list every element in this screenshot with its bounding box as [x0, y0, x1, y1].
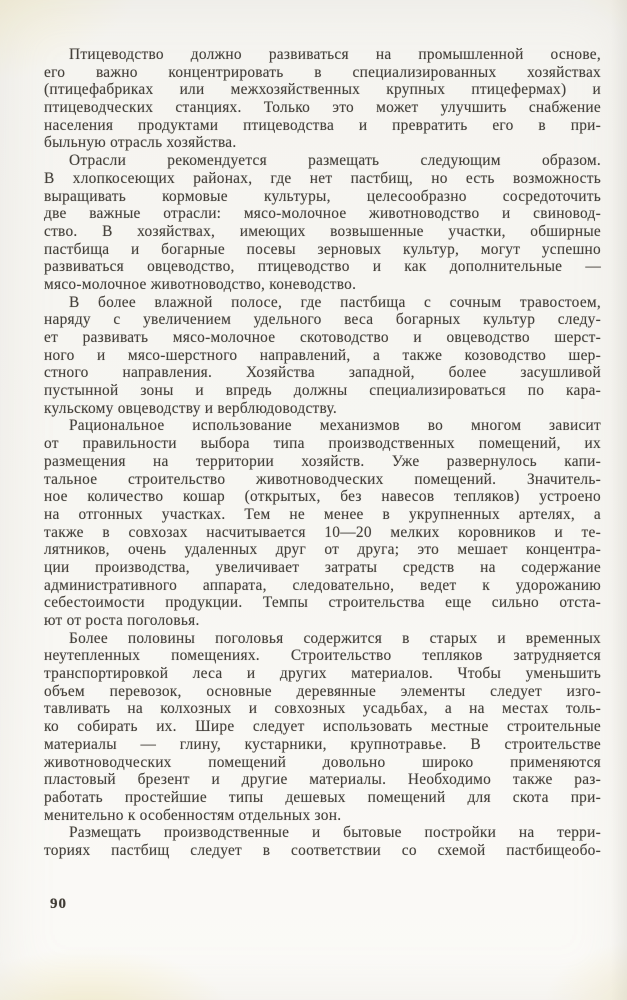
text-line: административного аппарата, следовательно, ведет к удорожанию: [44, 576, 601, 594]
text-line: В более влажной полосе, где пастбища с сочным травостоем,: [69, 293, 601, 311]
text-line: выращивать кормовые культуры, целесообразно сосредоточить: [44, 187, 601, 205]
page-number: 90: [50, 896, 67, 912]
text-line: ко собирать их. Шире следует использовать местные строительные: [44, 718, 601, 736]
text-line: кульскому овцеводству и верблюдоводству.: [44, 399, 338, 417]
text-line: ции производства, увеличивает затраты средств на содержание: [44, 558, 601, 576]
paragraph: [44, 417, 601, 629]
text-line: работать простейшие типы дешевых помещений для скота при-: [44, 788, 601, 806]
text-line: материалы — глину, кустарники, крупнотравье. В строительстве: [44, 735, 601, 753]
text-line: Птицеводство должно развиваться на промышленной основе,: [69, 46, 601, 63]
text-line: тальное строительство животноводческих помещений. Значитель-: [44, 470, 601, 488]
text-line: лятников, очень удаленных друг от друга; это мешает концентра-: [44, 541, 601, 559]
text-line: ториях пастбищ следует в соответствии со схемой пастбищеобо-: [44, 841, 601, 859]
scan-edge-shading: [611, 0, 627, 1000]
text-line: транспортировкой леса и других материалов. Чтобы уменьшить: [44, 665, 601, 683]
text-line: объем перевозок, основные деревянные элементы следует изго-: [44, 682, 601, 700]
text-line: населения продуктами птицеводства и превратить его в при-: [44, 116, 601, 134]
text-line: стного направления. Хозяйства западной, более засушливой: [44, 364, 601, 382]
text-line: ное количество кошар (открытых, без навесов тепляков) устроено: [44, 488, 601, 506]
text-line: ют от роста поголовья.: [44, 612, 200, 629]
text-line: на отгонных участках. Тем не менее в укрупненных артелях, а: [44, 505, 601, 523]
text-line: ство. В хозяйствах, имеющих возвышенные участки, обширные: [44, 222, 601, 240]
text-line: Отрасли рекомендуется размещать следующим образом.: [69, 152, 601, 170]
text-line: ного и мясо-шерстного направлений, а также козоводство шер-: [44, 346, 601, 364]
text-line: пастбища и богарные посевы зерновых культур, могут успешно: [44, 240, 601, 258]
page-text-block: [44, 46, 601, 860]
text-line: Рациональное использование механизмов во многом зависит: [69, 417, 601, 435]
text-line: пустынной зоны и впредь должны специализироваться по кара-: [44, 382, 601, 400]
text-line: ет развивать мясо-молочное скотоводство и овцеводство шерст-: [44, 329, 601, 346]
text-line: животноводческих помещений довольно широко применяются: [44, 753, 601, 771]
text-line: Размещать производственные и бытовые постройки на терри-: [69, 824, 601, 842]
text-line: развиваться овцеводство, птицеводство и как дополнительные —: [44, 258, 601, 276]
text-line: от правильности выбора типа производственных помещений, их: [44, 435, 601, 453]
text-line: пластовый брезент и другие материалы. Необходимо также раз-: [44, 771, 601, 789]
text-line: наряду с увеличением удельного веса богарных культур следу-: [44, 311, 601, 329]
paragraph: [44, 630, 601, 825]
text-line: быльную отрасль хозяйства.: [44, 134, 237, 152]
text-line: две важные отрасли: мясо-молочное животноводство и свиновод-: [44, 205, 601, 223]
paragraph: [44, 46, 601, 152]
text-line: также в совхозах насчитывается 10—20 мелких коровников и те-: [44, 523, 601, 541]
paragraph: [44, 294, 601, 418]
text-line: птицеводческих станциях. Только это может улучшить снабжение: [44, 99, 601, 117]
text-line: себестоимости продукции. Темпы строительства еще сильно отста-: [44, 594, 601, 612]
text-line: менительно к особенностям отдельных зон.: [44, 806, 342, 824]
text-line: (птицефабриках или межхозяйственных крупных птицефермах) и: [44, 81, 601, 99]
paragraph: [44, 824, 601, 859]
text-line: неутепленных помещениях. Строительство тепляков затрудняется: [44, 647, 601, 665]
text-line: мясо-молочное животноводство, коневодство.: [44, 275, 357, 293]
text-line: В хлопкосеющих районах, где нет пастбищ, но есть возможность: [44, 169, 601, 187]
paragraph: [44, 152, 601, 294]
text-line: тавливать на колхозных и совхозных усадьбах, а на местах толь-: [44, 700, 601, 718]
text-line: его важно концентрировать в специализированных хозяйствах: [44, 63, 601, 81]
text-line: размещения на территории хозяйств. Уже развернулось капи-: [44, 452, 601, 470]
text-line: Более половины поголовья содержится в старых и временных: [69, 629, 601, 647]
